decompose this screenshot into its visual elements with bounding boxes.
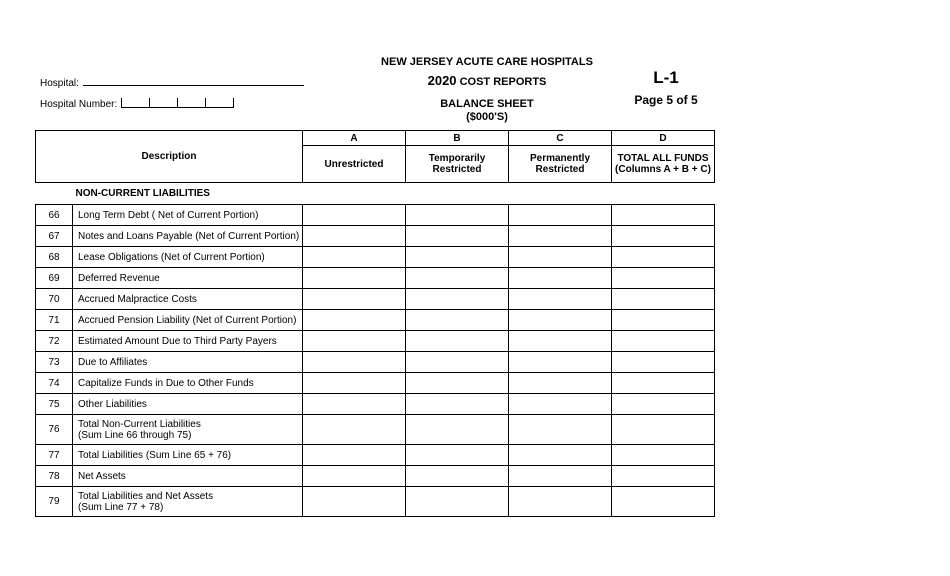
table-row xyxy=(36,352,715,373)
value-cell-b[interactable] xyxy=(406,373,509,394)
form-id: L-1 xyxy=(653,68,679,87)
value-cell-c[interactable] xyxy=(509,394,612,415)
col-label-b xyxy=(406,146,509,183)
description-header: Description xyxy=(36,131,303,183)
table-row xyxy=(36,445,715,466)
value-cell-c[interactable] xyxy=(509,226,612,247)
table-row xyxy=(36,331,715,352)
line-number: 69 xyxy=(36,268,73,289)
col-label-b-line1: Temporarily xyxy=(428,153,486,164)
value-cell-a[interactable] xyxy=(303,205,406,226)
line-description-text: Accrued Pension Liability (Net of Current Portion) xyxy=(78,314,297,326)
value-cell-c[interactable] xyxy=(509,310,612,331)
hospital-label: Hospital: xyxy=(40,78,79,89)
value-cell-c[interactable] xyxy=(509,373,612,394)
section-heading: NON-CURRENT LIABILITIES xyxy=(75,188,210,199)
value-cell-b[interactable] xyxy=(406,445,509,466)
value-cell-a[interactable] xyxy=(303,247,406,268)
value-cell-d[interactable] xyxy=(612,205,715,226)
line-number: 74 xyxy=(36,373,73,394)
line-description xyxy=(73,487,303,517)
value-cell-c[interactable] xyxy=(509,487,612,517)
value-cell-a[interactable] xyxy=(303,226,406,247)
value-cell-b[interactable] xyxy=(406,289,509,310)
line-description-text: Total Liabilities (Sum Line 65 + 76) xyxy=(78,449,232,461)
col-label-d-line2: (Columns A + B + C) xyxy=(615,164,711,175)
line-description xyxy=(73,445,303,466)
col-letter-b: B xyxy=(406,131,509,146)
report-title: NEW JERSEY ACUTE CARE HOSPITALS xyxy=(381,56,593,68)
value-cell-d[interactable] xyxy=(612,226,715,247)
line-number: 72 xyxy=(36,331,73,352)
line-description-text: Total Liabilities and Net Assets xyxy=(78,490,214,502)
value-cell-c[interactable] xyxy=(509,331,612,352)
hospital-input-line[interactable] xyxy=(83,76,304,86)
value-cell-d[interactable] xyxy=(612,466,715,487)
line-description-text: Notes and Loans Payable (Net of Current Portion) xyxy=(78,230,300,242)
line-number: 79 xyxy=(36,487,73,517)
line-number: 73 xyxy=(36,352,73,373)
hospital-number-label: Hospital Number: xyxy=(40,99,118,110)
table-row xyxy=(36,373,715,394)
line-description xyxy=(73,268,303,289)
value-cell-b[interactable] xyxy=(406,226,509,247)
line-description-text: Deferred Revenue xyxy=(78,272,160,284)
page-number: Page 5 of 5 xyxy=(634,93,698,107)
value-cell-a[interactable] xyxy=(303,268,406,289)
value-cell-c[interactable] xyxy=(509,415,612,445)
table-row xyxy=(36,310,715,331)
col-label-c xyxy=(509,146,612,183)
value-cell-b[interactable] xyxy=(406,310,509,331)
line-number: 68 xyxy=(36,247,73,268)
hospital-number-field xyxy=(40,98,234,110)
value-cell-c[interactable] xyxy=(509,268,612,289)
line-number: 70 xyxy=(36,289,73,310)
value-cell-a[interactable] xyxy=(303,289,406,310)
value-cell-b[interactable] xyxy=(406,487,509,517)
value-cell-d[interactable] xyxy=(612,352,715,373)
line-description xyxy=(73,310,303,331)
value-cell-b[interactable] xyxy=(406,268,509,289)
table-row xyxy=(36,487,715,517)
value-cell-a[interactable] xyxy=(303,373,406,394)
line-description xyxy=(73,226,303,247)
line-number: 66 xyxy=(36,205,73,226)
value-cell-b[interactable] xyxy=(406,331,509,352)
line-description xyxy=(73,247,303,268)
value-cell-a[interactable] xyxy=(303,310,406,331)
value-cell-a[interactable] xyxy=(303,466,406,487)
value-cell-c[interactable] xyxy=(509,205,612,226)
value-cell-c[interactable] xyxy=(509,352,612,373)
col-label-d xyxy=(612,146,715,183)
line-description-text: Total Non-Current Liabilities xyxy=(78,418,201,430)
line-description-text: Other Liabilities xyxy=(78,398,147,410)
value-cell-d[interactable] xyxy=(612,268,715,289)
col-letter-d: D xyxy=(612,131,715,146)
value-cell-b[interactable] xyxy=(406,415,509,445)
line-description-text: Long Term Debt ( Net of Current Portion) xyxy=(78,209,259,221)
value-cell-d[interactable] xyxy=(612,331,715,352)
line-number: 77 xyxy=(36,445,73,466)
col-label-c-line1: Permanently xyxy=(529,153,591,164)
balance-sheet-table xyxy=(35,130,715,517)
value-cell-a[interactable] xyxy=(303,352,406,373)
value-cell-a[interactable] xyxy=(303,445,406,466)
line-description xyxy=(73,466,303,487)
line-number: 71 xyxy=(36,310,73,331)
value-cell-d[interactable] xyxy=(612,247,715,268)
line-description xyxy=(73,289,303,310)
table-row xyxy=(36,226,715,247)
value-cell-a[interactable] xyxy=(303,487,406,517)
line-description xyxy=(73,373,303,394)
value-cell-a[interactable] xyxy=(303,394,406,415)
value-cell-b[interactable] xyxy=(406,466,509,487)
table-row xyxy=(36,247,715,268)
value-cell-b[interactable] xyxy=(406,394,509,415)
col-label-a-line: Unrestricted xyxy=(324,158,384,170)
hospital-field xyxy=(40,76,304,89)
line-description-text: Due to Affiliates xyxy=(78,356,148,368)
line-description-text: (Sum Line 77 + 78) xyxy=(78,501,164,513)
sheet-units: ($000'S) xyxy=(466,111,508,123)
table-row xyxy=(36,289,715,310)
line-description xyxy=(73,205,303,226)
table-row xyxy=(36,394,715,415)
col-label-b-line2: Restricted xyxy=(432,164,482,175)
line-description xyxy=(73,415,303,445)
line-number: 67 xyxy=(36,226,73,247)
value-cell-d[interactable] xyxy=(612,373,715,394)
value-cell-b[interactable] xyxy=(406,247,509,268)
line-description xyxy=(73,394,303,415)
line-description-text: Accrued Malpractice Costs xyxy=(78,293,197,305)
line-number: 75 xyxy=(36,394,73,415)
table-row xyxy=(36,415,715,445)
line-description-text: (Sum Line 66 through 75) xyxy=(78,429,192,441)
value-cell-b[interactable] xyxy=(406,352,509,373)
line-description-text: Net Assets xyxy=(78,470,126,482)
value-cell-c[interactable] xyxy=(509,466,612,487)
col-label-d-line1: TOTAL ALL FUNDS xyxy=(617,153,709,164)
value-cell-b[interactable] xyxy=(406,205,509,226)
value-cell-d[interactable] xyxy=(612,289,715,310)
col-letter-c: C xyxy=(509,131,612,146)
value-cell-a[interactable] xyxy=(303,331,406,352)
value-cell-d[interactable] xyxy=(612,394,715,415)
value-cell-c[interactable] xyxy=(509,445,612,466)
sheet-title-text: BALANCE SHEET xyxy=(440,98,534,110)
line-description-text: Capitalize Funds in Due to Other Funds xyxy=(78,377,254,389)
value-cell-d[interactable] xyxy=(612,487,715,517)
value-cell-c[interactable] xyxy=(509,289,612,310)
col-letter-a: A xyxy=(303,131,406,146)
value-cell-a[interactable] xyxy=(303,415,406,445)
col-label-c-line2: Restricted xyxy=(535,164,585,175)
col-label-a xyxy=(303,146,406,183)
value-cell-d[interactable] xyxy=(612,415,715,445)
value-cell-c[interactable] xyxy=(509,247,612,268)
table-row xyxy=(36,466,715,487)
table-row xyxy=(36,205,715,226)
value-cell-d[interactable] xyxy=(612,445,715,466)
line-description xyxy=(73,352,303,373)
value-cell-d[interactable] xyxy=(612,310,715,331)
line-number: 78 xyxy=(36,466,73,487)
report-subtitle-text: COST REPORTS xyxy=(456,76,547,88)
line-description xyxy=(73,331,303,352)
table-row xyxy=(36,268,715,289)
line-description-text: Lease Obligations (Net of Current Portion) xyxy=(78,251,265,263)
report-year: 2020 xyxy=(427,73,457,88)
line-description-text: Estimated Amount Due to Third Party Payers xyxy=(78,335,277,347)
line-number: 76 xyxy=(36,415,73,445)
hospital-number-boxes[interactable] xyxy=(121,98,234,108)
